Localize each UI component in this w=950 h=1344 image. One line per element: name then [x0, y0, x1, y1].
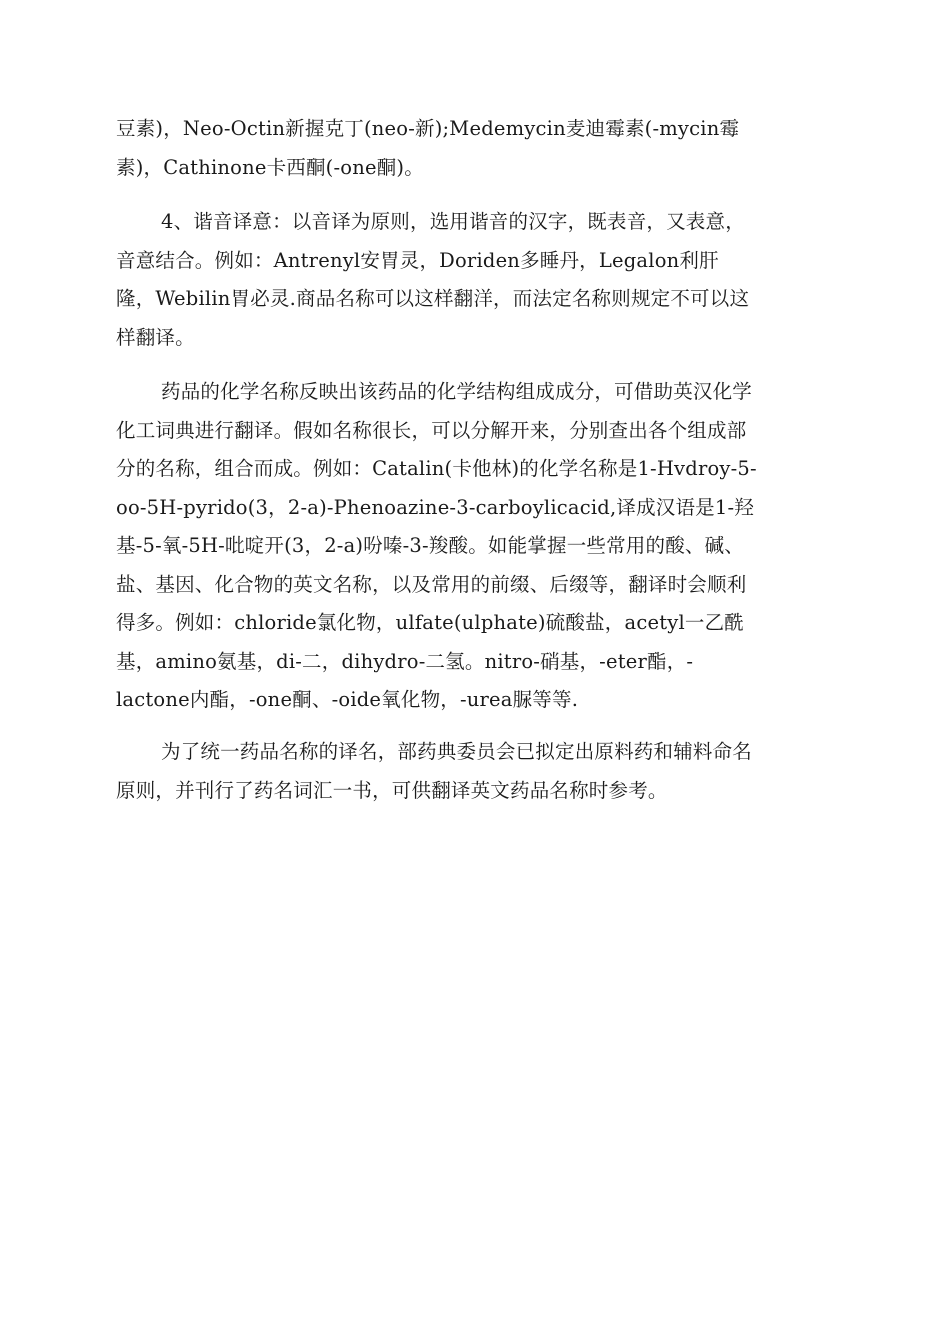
- text-line: 得多。例如：chloride氯化物，ulfate(ulphate)硫酸盐，acetyl一乙酰: [116, 611, 744, 634]
- text-line: 药品的化学名称反映出该药品的化学结构组成成分，可借助英汉化学: [161, 380, 753, 403]
- paragraph-chemical-names: [116, 373, 836, 720]
- paragraph-homophone-translation: [116, 203, 836, 357]
- text-line: 为了统一药品名称的译名，部药典委员会已拟定出原料药和辅料命名: [161, 740, 753, 763]
- text-line: 化工词典进行翻译。假如名称很长，可以分解开来，分别查出各个组成部: [116, 418, 747, 442]
- text-line: 样翻译。: [116, 325, 195, 349]
- text-line: 基-5-氧-5H-吡啶开(3，2-a)吩嗪-3-羧酸。如能掌握一些常用的酸、碱、: [116, 534, 745, 557]
- text-line: 分的名称，组合而成。例如：Catalin(卡他林)的化学名称是1-Hvdroy-5-: [116, 457, 757, 480]
- paragraph-name-examples: [116, 110, 836, 187]
- text-line: 隆，Webilin胃必灵.商品名称可以这样翻洋，而法定名称则规定不可以这: [116, 287, 750, 310]
- text-line: 原则，并刊行了药名词汇一书，可供翻译英文药品名称时参考。: [116, 778, 668, 802]
- text-line: 豆素)，Neo-Octin新握克丁(neo-新);Medemycin麦迪霉素(-mycin霉: [116, 117, 740, 140]
- text-line: 盐、基因、化合物的英文名称，以及常用的前缀、后缀等，翻译时会顺利: [116, 572, 747, 596]
- text-line: 基，amino氨基，di-二，dihydro-二氢。nitro-硝基，-eter酯，-: [116, 649, 694, 673]
- text-line: lactone内酯，-one酮、-oide氧化物，-urea脲等等.: [116, 688, 579, 711]
- paragraph-naming-principles: [116, 733, 836, 810]
- text-line: 素)，Cathinone卡西酮(-one酮)。: [116, 155, 424, 179]
- text-line: 音意结合。例如：Antrenyl安胃灵，Doriden多睡丹，Legalon利肝: [116, 248, 719, 272]
- text-line: oo-5H-pyrido(3，2-a)-Phenoazine-3-carboylicacid,译成汉语是1-羟: [116, 495, 754, 519]
- text-line: 4、谐音译意：以音译为原则，选用谐音的汉字，既表音，又表意，: [161, 210, 745, 233]
